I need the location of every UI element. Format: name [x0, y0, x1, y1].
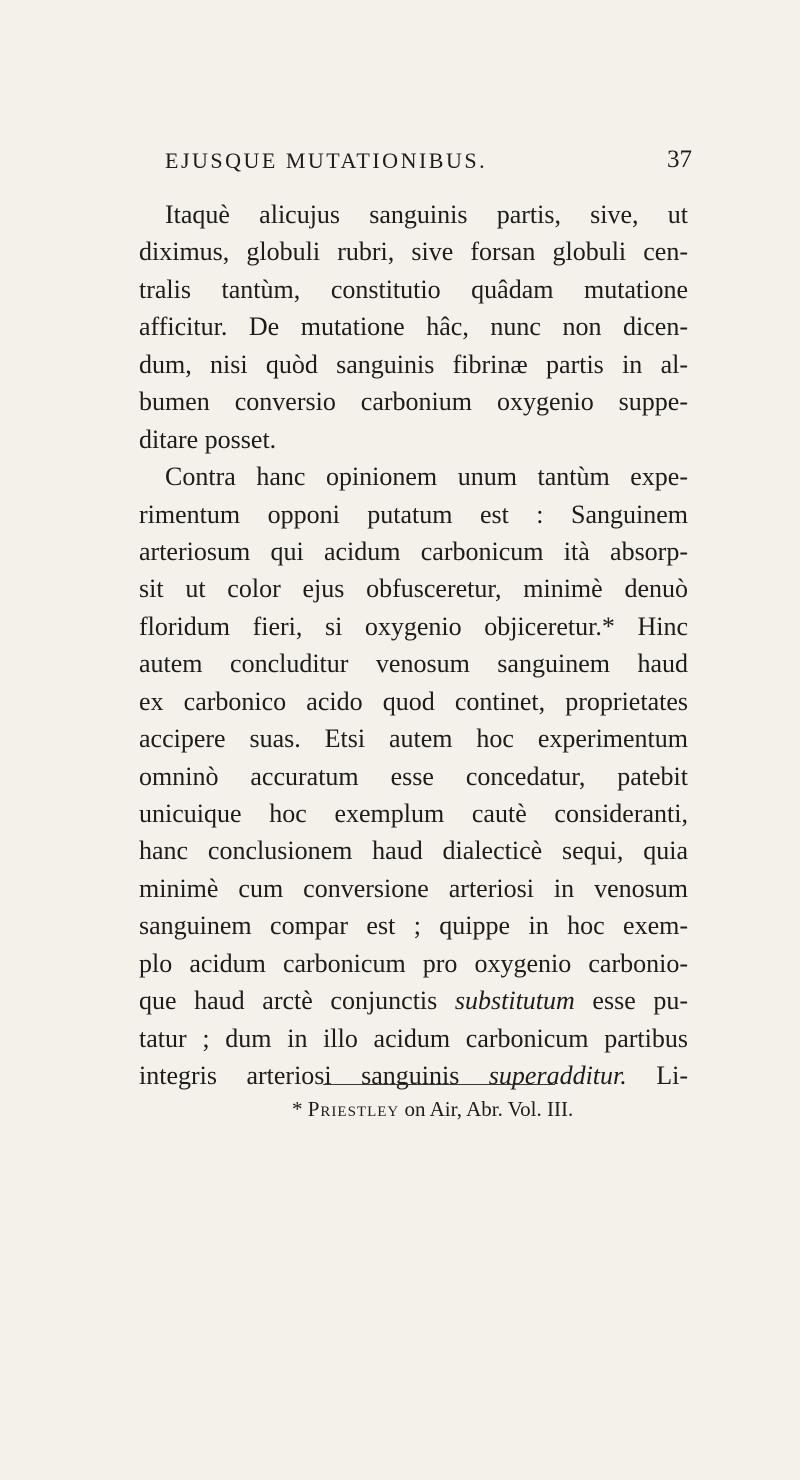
text-segment: integris arteriosi sanguinis	[139, 1061, 489, 1091]
text-line: tralis tantùm, constitutio quâdam mutatione	[139, 274, 688, 304]
text-segment: Li-	[626, 1061, 688, 1091]
footnote-text: on Air, Abr. Vol. III.	[399, 1097, 574, 1121]
running-head-title: EJUSQUE MUTATIONIBUS.	[165, 148, 488, 173]
text-segment: esse pu-	[574, 986, 689, 1016]
text-line: diximus, globuli rubri, sive forsan globuli cen-	[139, 237, 688, 267]
text-line: Contra hanc opinionem unum tantùm expe-	[165, 462, 688, 492]
text-line: omninò accuratum esse concedatur, patebit	[139, 761, 688, 791]
text-line: plo acidum carbonicum pro oxygenio carbonio-	[139, 948, 688, 978]
text-line: ditare posset.	[139, 424, 277, 454]
text-line-with-italic	[139, 982, 688, 1019]
text-line: Itaquè alicujus sanguinis partis, sive, ut	[165, 200, 688, 229]
footnote-author: Priestley	[307, 1097, 400, 1121]
footnote-rule	[323, 1084, 555, 1085]
text-line-with-italic	[139, 1057, 688, 1094]
body-text	[139, 196, 688, 1095]
italic-word: substitutum	[454, 986, 575, 1016]
text-line: dum, nisi quòd sanguinis fibrinæ partis in al-	[139, 349, 688, 379]
text-segment: que haud arctè conjunctis	[139, 986, 455, 1016]
text-line: bumen conversio carbonium oxygenio suppe-	[139, 387, 688, 417]
text-line: tatur ; dum in illo acidum carbonicum partibus	[139, 1023, 688, 1053]
text-line: autem concluditur venosum sanguinem haud	[139, 649, 688, 679]
text-line: accipere suas. Etsi autem hoc experimentum	[139, 724, 688, 754]
text-line: rimentum opponi putatum est : Sanguinem	[139, 499, 688, 529]
italic-word: superadditur.	[488, 1061, 627, 1091]
text-line: hanc conclusionem haud dialecticè sequi, quia	[139, 836, 688, 866]
text-line: sanguinem compar est ; quippe in hoc exem-	[139, 911, 688, 941]
text-line: arteriosum qui acidum carbonicum ità absorp-	[139, 536, 688, 566]
text-line: floridum fieri, si oxygenio objiceretur.* Hinc	[139, 611, 688, 641]
text-line: afficitur. De mutatione hâc, nunc non dicen-	[139, 312, 688, 342]
footnote-mark: *	[292, 1097, 303, 1121]
page-number: 37	[667, 146, 692, 173]
text-line: ex carbonico acido quod continet, proprietates	[139, 686, 688, 716]
running-head	[0, 148, 800, 178]
text-line: unicuique hoc exemplum cautè consideranti,	[139, 799, 688, 828]
text-line: sit ut color ejus obfusceretur, minimè denuò	[139, 574, 688, 604]
text-line: minimè cum conversione arteriosi in venosum	[139, 873, 688, 903]
footnote	[292, 1097, 573, 1122]
